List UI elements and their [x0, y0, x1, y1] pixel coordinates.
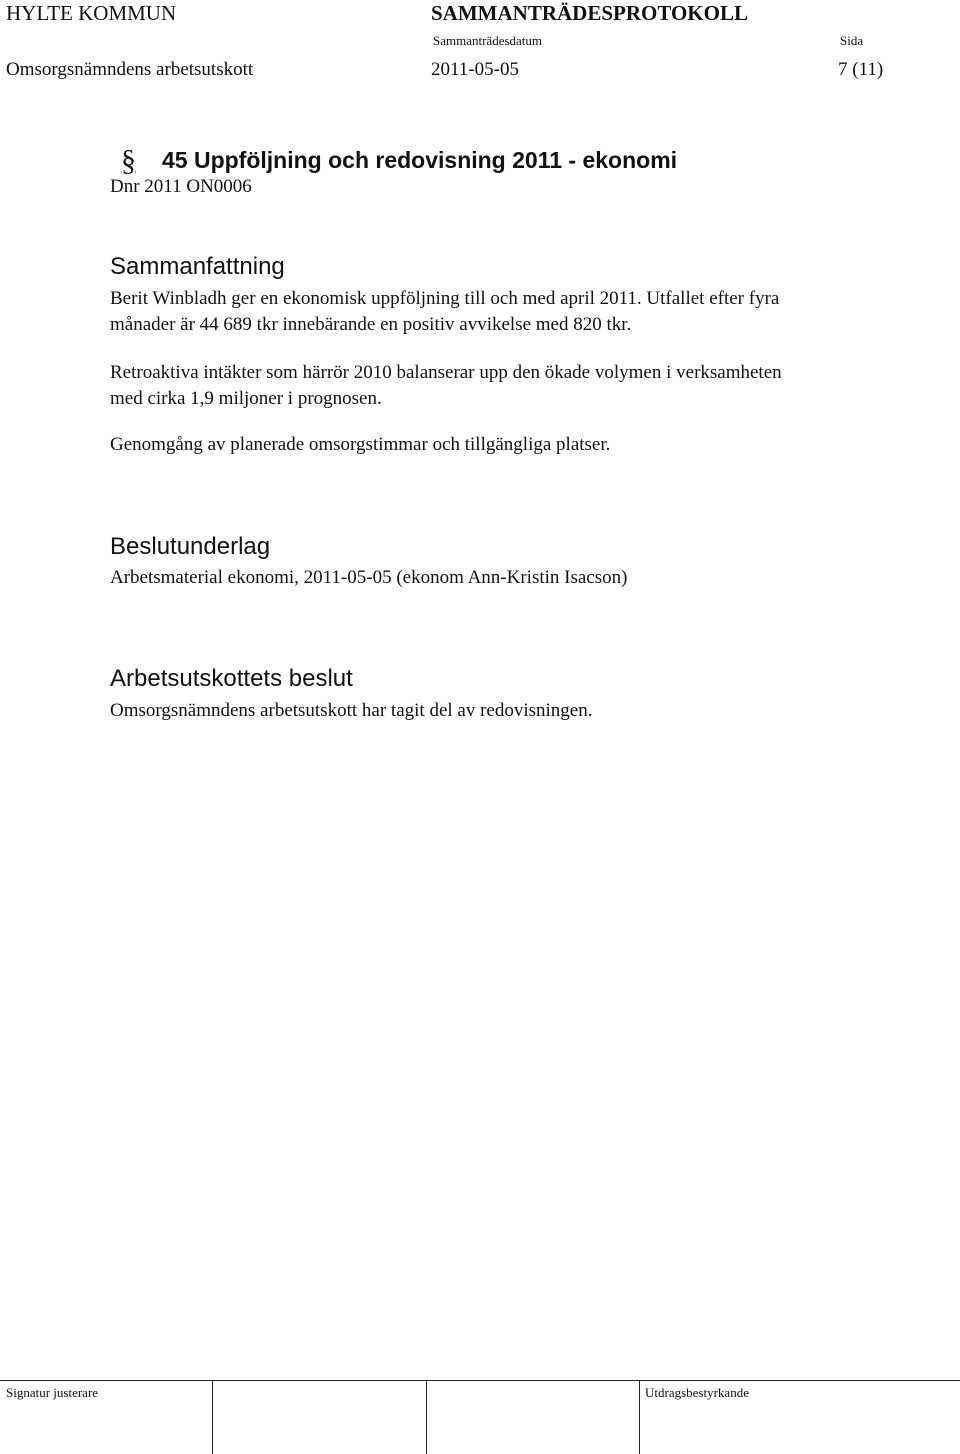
summary-heading: Sammanfattning: [110, 253, 285, 280]
committee-name: Omsorgsnämndens arbetsutskott: [6, 59, 254, 80]
summary-paragraph-2-line-1: Retroaktiva intäkter som härrör 2010 balanserar upp den ökade volymen i verksamheten: [110, 362, 782, 383]
decision-heading: Arbetsutskottets beslut: [110, 665, 353, 692]
basis-text: Arbetsmaterial ekonomi, 2011-05-05 (ekonom Ann-Kristin Isacson): [110, 567, 628, 588]
summary-paragraph-1-line-2: månader är 44 689 tkr innebärande en positiv avvikelse med 820 tkr.: [110, 314, 632, 335]
summary-paragraph-2-line-2: med cirka 1,9 miljoner i prognosen.: [110, 388, 382, 409]
signature-label: Signatur justerare: [6, 1385, 99, 1400]
section-title: 45 Uppföljning och redovisning 2011 - ekonomi: [162, 147, 678, 173]
signature-box-divider-3: [639, 1380, 640, 1454]
paragraph-sign: §: [121, 144, 136, 177]
case-number: Dnr 2011 ON0006: [110, 176, 252, 197]
footer-divider: [0, 1380, 960, 1381]
summary-paragraph-3: Genomgång av planerade omsorgstimmar och tillgängliga platser.: [110, 434, 611, 455]
signature-box-divider-2: [426, 1380, 427, 1454]
page-number: 7 (11): [838, 59, 884, 80]
summary-paragraph-1-line-1: Berit Winbladh ger en ekonomisk uppföljning till och med april 2011. Utfallet efter fyra: [110, 288, 780, 309]
document-type: SAMMANTRÄDESPROTOKOLL: [431, 1, 748, 25]
page-label: Sida: [840, 33, 864, 48]
meeting-date-label: Sammanträdesdatum: [433, 33, 543, 48]
signature-box-divider-1: [212, 1380, 213, 1454]
organization-name: HYLTE KOMMUN: [6, 1, 177, 25]
basis-heading: Beslutunderlag: [110, 533, 271, 560]
meeting-date: 2011-05-05: [431, 59, 519, 80]
decision-text: Omsorgsnämndens arbetsutskott har tagit del av redovisningen.: [110, 700, 593, 721]
extract-certification-label: Utdragsbestyrkande: [645, 1385, 749, 1400]
